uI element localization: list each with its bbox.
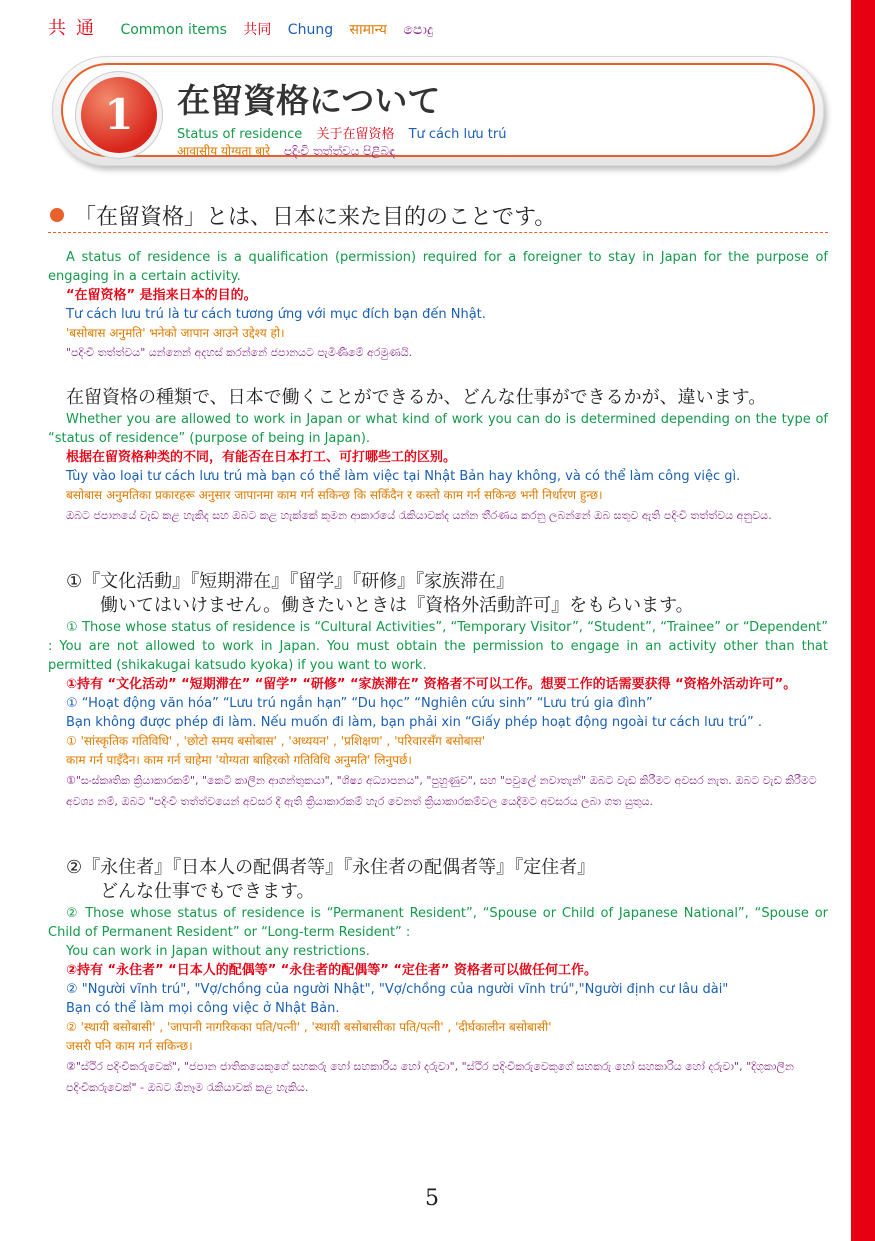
any-work-ne-line1: ② 'स्थायी बसोबासी' , 'जापानी नागरिकका पति/पत्नी' , 'स्थायी बसोबासीका पति/पत्नी' , 'दीर्घकालीन बसोबासी' bbox=[66, 1020, 552, 1034]
section-title-en: Status of residence bbox=[177, 127, 303, 142]
section-subtitles-row2 bbox=[177, 142, 405, 159]
any-work-si: ②"ස්ථිර පදිංචිකරුවෙක්", "ජපාන ජාතිකයෙකුගේ සහකරු හෝ සහකාරිය හෝ දරුවා", "ස්ථිර පදිංචිකරුවෙකුගේ සහකරු හෝ සහකාරිය හෝ දරුවා", "දිගුකාලීන පදිංචිකරුවෙක්" - ඔබට ඕනෑම රැකියාවක් කළ හැකිය. bbox=[66, 1060, 794, 1094]
work-permission-en: Whether you are allowed to work in Japan or what kind of work you can do is determined depending on the type of “status of residence” (purpose of being in Japan). bbox=[48, 412, 828, 446]
right-edge-bar bbox=[851, 0, 875, 1241]
section-banner bbox=[52, 56, 824, 166]
page-number: 5 bbox=[425, 1186, 439, 1211]
any-work-vi-line2: Bạn có thể làm mọi công việc ở Nhật Bản. bbox=[66, 1001, 340, 1016]
work-permission-cn: 根据在留资格种类的不同，有能否在日本打工、可打哪些工的区别。 bbox=[66, 450, 457, 465]
no-work-vi-line2: Bạn không được phép đi làm. Nếu muốn đi làm, bạn phải xin “Giấy phép hoạt động ngoài tư cách lưu trú” . bbox=[66, 715, 762, 730]
no-work-en: ① Those whose status of residence is “Cultural Activities”, “Temporary Visitor”, “Student”, “Trainee” or “Dependent” : You are not allowed to work in Japan. You must obtain the permission to engage in an activity other than that permitted (shikakugai katsudo kyoka) if you want to work. bbox=[48, 620, 828, 673]
work-permission-si: ඔබට ජපානයේ වැඩ කළ හැකිද සහ ඔබට කළ හැක්කේ කුමන ආකාරයේ රැකියාවක්ද යන්න තීරණය කරනු ලබන්නේ ඔබ සතුව ඇති පදිංචි තත්ත්වය අනුවය. bbox=[66, 509, 772, 522]
definition-si: "පදිංචි තත්ත්වය" යන්නෙන් අදහස් කරන්නේ ජපානයට පැමිණීමේ අරමුණයි. bbox=[66, 346, 413, 359]
category-header bbox=[48, 14, 445, 38]
section-title-vi: Tư cách lưu trú bbox=[408, 127, 507, 142]
work-permission-ne: बसोबास अनुमतिका प्रकारहरू अनुसार जापानमा काम गर्न सकिन्छ कि सकिँदैन र कस्तो काम गर्न सकिन्छ भनी निर्धारण हुन्छ। bbox=[66, 488, 603, 502]
section-title-ne: आवासीय योग्यता बारे bbox=[177, 144, 271, 158]
definition-en: A status of residence is a qualification (permission) required for a foreigner to stay in Japan for the purpose of engaging in a certain activity. bbox=[48, 250, 828, 284]
category-jp: 共通 bbox=[48, 18, 104, 39]
any-work-ne-line2: जसरी पनि काम गर्न सकिन्छ। bbox=[66, 1039, 193, 1053]
main-heading-text: 「在留資格」とは、日本に来た目的のことです。 bbox=[74, 205, 557, 230]
any-work-en: ② Those whose status of residence is “Permanent Resident”, “Spouse or Child of Japanese National”, “Spouse or Child of Permanent Resident” or “Long-term Resident” : bbox=[48, 906, 828, 940]
category-ne: सामान्य bbox=[349, 22, 387, 38]
main-heading bbox=[50, 200, 556, 231]
banner-frame bbox=[61, 63, 815, 157]
no-work-ne-line1: ① 'सांस्कृतिक गतिविधि' , 'छोटो समय बसोबास' , 'अध्ययन' , 'प्रशिक्षण' , 'परिवारसँग बसोबास' bbox=[66, 734, 486, 748]
category-cn: 共同 bbox=[243, 22, 272, 38]
no-work-ne-line2: काम गर्न पाइँदैन। काम गर्न चाहेमा 'योग्यता बाहिरको गतिविधि अनुमति' लिनुपर्छ। bbox=[66, 753, 412, 767]
work-permission-block bbox=[48, 386, 828, 526]
section-title: 在留資格について bbox=[177, 81, 441, 120]
any-work-cn: ②持有 “永住者” “日本人的配偶等” “永住者的配偶等” “定住者” 资格者可以做任何工作。 bbox=[66, 963, 597, 978]
bullet-dot-icon bbox=[50, 208, 64, 222]
section-title-si: පදිංචි තත්ත්වය පිළිබඳ bbox=[283, 144, 396, 158]
work-permission-vi: Tùy vào loại tư cách lưu trú mà bạn có thể làm việc tại Nhật Bản hay không, và có thể làm công việc gì. bbox=[66, 469, 741, 484]
no-work-jp-line2: 働いてはいけません。働きたいときは『資格外活動許可』をもらいます。 bbox=[100, 595, 694, 616]
no-work-vi-line1: ① “Hoạt động văn hóa” “Lưu trú ngắn hạn” “Du học” “Nghiên cứu sinh” “Lưu trú gia đình” bbox=[66, 696, 653, 711]
definition-cn: “在留资格” 是指来日本的目的。 bbox=[66, 288, 257, 303]
definition-vi: Tư cách lưu trú là tư cách tương ứng với mục đích bạn đến Nhật. bbox=[66, 307, 486, 322]
section-subtitles-row1 bbox=[177, 123, 516, 142]
any-work-block bbox=[48, 856, 828, 1098]
no-work-cn: ①持有 “文化活动” “短期滞在” “留学” “研修” “家族滞在” 资格者不可以工作。想要工作的话需要获得 “资格外活动许可”。 bbox=[66, 677, 797, 692]
section-title-cn: 关于在留资格 bbox=[316, 127, 395, 142]
work-permission-jp: 在留資格の種類で、日本で働くことができるか、どんな仕事ができるかが、違います。 bbox=[66, 387, 767, 408]
section-number-badge: 1 bbox=[81, 77, 157, 153]
no-work-block bbox=[48, 570, 828, 812]
category-en: Common items bbox=[120, 22, 227, 38]
any-work-en-line2: You can work in Japan without any restrictions. bbox=[66, 944, 370, 959]
any-work-jp-line1: ②『永住者』『日本人の配偶者等』『永住者の配偶者等』『定住者』 bbox=[66, 857, 596, 878]
definition-ne: 'बसोबास अनुमति' भनेको जापान आउने उद्देश्य हो। bbox=[66, 326, 285, 340]
dashed-divider bbox=[48, 232, 828, 233]
any-work-vi-line1: ② "Người vĩnh trú", "Vợ/chồng của người Nhật", "Vợ/chồng của người vĩnh trú","Người định cư lâu dài" bbox=[66, 982, 729, 997]
no-work-si: ①"සංස්කෘතික ක්‍රියාකාරකම්", "කෙටි කාලීන ආගන්තුකයා", "ශිෂ්‍ය අධ්‍යාපනය", "පුහුණුව", සහ "පවුලේ නවාතැන්" ඔබට වැඩ කිරීමට අවසර නැත. ඔබට වැඩ කිරීමට අවශ්‍ය නම්, ඔබට "පදිංචි තත්ත්වයෙන් අවසර දී ඇති ක්‍රියාකාරකම් හැර වෙනත් ක්‍රියාකාරකම්වල යෙදීමට අවසරය ලබා ගත යුතුය. bbox=[66, 774, 817, 808]
definition-block bbox=[48, 248, 828, 362]
no-work-jp-line1: ①『文化活動』『短期滞在』『留学』『研修』『家族滞在』 bbox=[66, 571, 515, 592]
any-work-jp-line2: どんな仕事でもできます。 bbox=[100, 881, 315, 902]
category-si: පොදු bbox=[403, 22, 434, 38]
category-vi: Chung bbox=[287, 22, 334, 38]
